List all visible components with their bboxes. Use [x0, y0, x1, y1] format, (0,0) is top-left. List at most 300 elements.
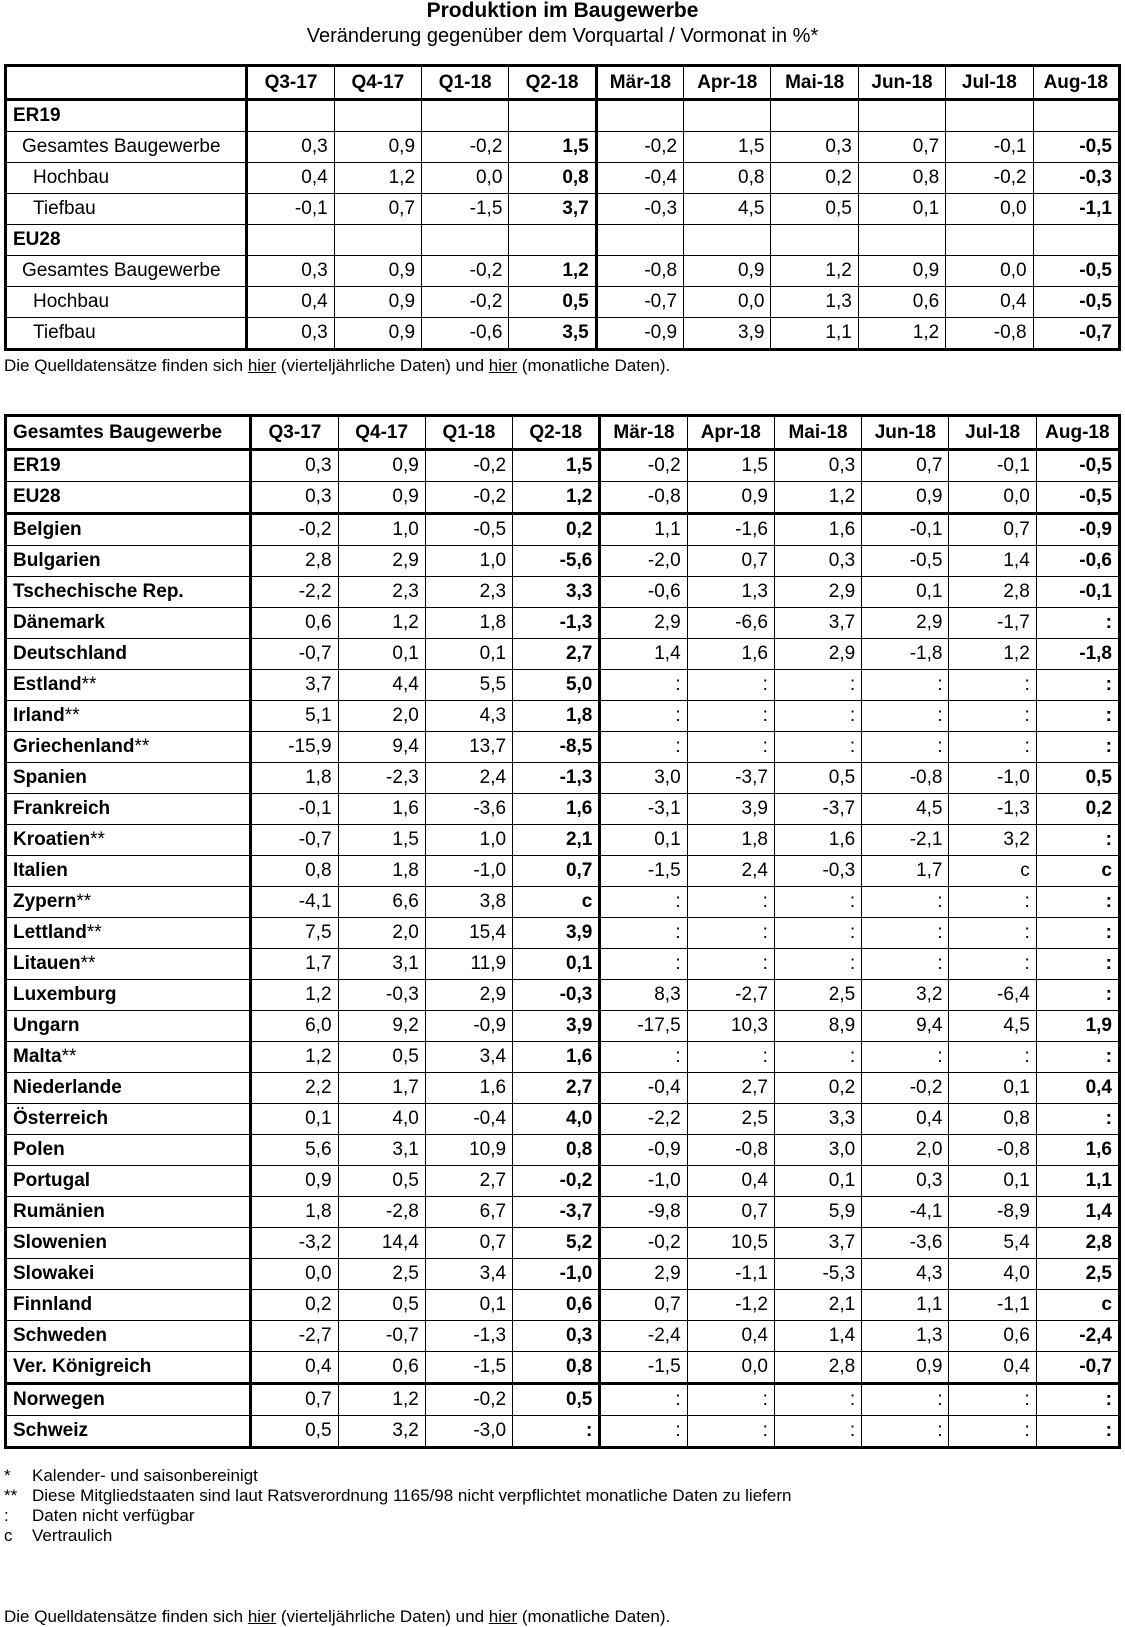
value-cell: c	[1036, 1290, 1119, 1321]
value-cell: -1,5	[600, 856, 687, 887]
value-cell: 4,0	[513, 1104, 600, 1135]
value-cell: 1,1	[600, 514, 687, 546]
value-cell: 0,9	[684, 256, 771, 287]
value-cell: 14,4	[338, 1228, 425, 1259]
footnote	[4, 1506, 195, 1526]
value-cell: c	[513, 887, 600, 918]
value-cell: -0,2	[422, 256, 509, 287]
value-cell: 5,0	[513, 670, 600, 701]
value-cell: 0,8	[858, 163, 945, 194]
value-cell: 1,8	[425, 608, 512, 639]
value-cell: 0,7	[687, 1197, 774, 1228]
value-cell: 1,6	[513, 1042, 600, 1073]
empty-cell	[596, 100, 683, 132]
column-header: Aug-18	[1033, 66, 1119, 100]
value-cell: 9,2	[338, 1011, 425, 1042]
value-cell: -1,0	[600, 1166, 687, 1197]
value-cell: 0,3	[251, 450, 338, 482]
column-header: Q4-17	[334, 66, 421, 100]
value-cell: 2,9	[600, 1259, 687, 1290]
header-label-cell: Gesamtes Baugewerbe	[6, 416, 251, 450]
value-cell: 1,2	[774, 482, 861, 514]
value-cell: -0,3	[774, 856, 861, 887]
value-cell: 0,6	[251, 608, 338, 639]
value-cell: 3,7	[251, 670, 338, 701]
value-cell: 10,5	[687, 1228, 774, 1259]
value-cell: 1,3	[687, 577, 774, 608]
country-row	[6, 1384, 1120, 1416]
value-cell: 0,5	[513, 1384, 600, 1416]
value-cell: 0,2	[771, 163, 858, 194]
country-label-cell	[6, 887, 251, 918]
country-label-cell	[6, 1352, 251, 1384]
country-name: Litauen	[13, 953, 81, 974]
value-cell: :	[949, 949, 1036, 980]
country-label-cell	[6, 1259, 251, 1290]
value-cell: :	[1036, 949, 1119, 980]
value-cell: 5,2	[513, 1228, 600, 1259]
value-cell: 2,9	[774, 577, 861, 608]
value-cell: -0,7	[1036, 1352, 1119, 1384]
column-header: Apr-18	[684, 66, 771, 100]
value-cell: -0,7	[596, 287, 683, 318]
value-cell: :	[862, 887, 949, 918]
value-cell: 2,8	[949, 577, 1036, 608]
country-label-cell	[6, 514, 251, 546]
footnote-text: Diese Mitgliedstaaten sind laut Ratsverordnung 1165/98 nicht verpflichtet monatliche Daten zu liefern	[32, 1486, 792, 1505]
column-header: Q1-18	[422, 66, 509, 100]
column-header: Q4-17	[338, 416, 425, 450]
value-cell: -0,8	[596, 256, 683, 287]
country-label-cell	[6, 1416, 251, 1448]
value-cell: 8,3	[600, 980, 687, 1011]
value-cell: 0,0	[422, 163, 509, 194]
value-cell: 1,4	[774, 1321, 861, 1352]
value-cell: 0,9	[858, 256, 945, 287]
value-cell: 2,8	[251, 546, 338, 577]
value-cell: 3,8	[425, 887, 512, 918]
table-header-row	[6, 416, 1120, 450]
country-name: Portugal	[13, 1170, 91, 1191]
value-cell: -0,8	[862, 763, 949, 794]
value-cell: 0,1	[513, 949, 600, 980]
value-cell: 2,7	[513, 1073, 600, 1104]
value-cell: 1,5	[684, 132, 771, 163]
value-cell: -0,8	[949, 1135, 1036, 1166]
country-label-cell	[6, 450, 251, 482]
value-cell: -3,7	[774, 794, 861, 825]
value-cell: 3,9	[684, 318, 771, 350]
value-cell: -0,9	[1036, 514, 1119, 546]
empty-cell	[1033, 100, 1119, 132]
value-cell: 1,2	[251, 980, 338, 1011]
monthly-data-link[interactable]: hier	[488, 1607, 518, 1626]
country-row	[6, 825, 1120, 856]
value-cell: -1,5	[425, 1352, 512, 1384]
quarterly-data-link[interactable]: hier	[247, 356, 277, 375]
country-label-cell	[6, 1197, 251, 1228]
value-cell: 3,3	[513, 577, 600, 608]
value-cell: 0,0	[946, 256, 1033, 287]
value-cell: -0,5	[1033, 287, 1119, 318]
value-cell: 0,9	[251, 1166, 338, 1197]
empty-cell	[247, 100, 334, 132]
value-cell: 2,9	[600, 608, 687, 639]
country-label-cell	[6, 1073, 251, 1104]
source-note: Die Quelldatensätze finden sich hier (vierteljährliche Daten) und hier (monatliche Daten).	[4, 356, 671, 375]
country-name: Norwegen	[13, 1389, 105, 1410]
value-cell: 0,2	[1036, 794, 1119, 825]
value-cell: -1,3	[425, 1321, 512, 1352]
value-cell: -0,5	[1036, 450, 1119, 482]
value-cell: :	[600, 1416, 687, 1448]
value-cell: 0,8	[949, 1104, 1036, 1135]
row-label: Hochbau	[6, 287, 247, 318]
value-cell: 0,3	[774, 546, 861, 577]
value-cell: 4,5	[949, 1011, 1036, 1042]
footnote-symbol: **	[4, 1486, 18, 1505]
country-name: Finnland	[13, 1294, 93, 1315]
value-cell: 0,3	[862, 1166, 949, 1197]
value-cell: :	[600, 670, 687, 701]
value-cell: :	[949, 1416, 1036, 1448]
country-label-cell	[6, 980, 251, 1011]
value-cell: :	[1036, 1104, 1119, 1135]
value-cell: 0,5	[338, 1166, 425, 1197]
value-cell: :	[862, 1416, 949, 1448]
value-cell: -3,7	[513, 1197, 600, 1228]
value-cell: :	[862, 1384, 949, 1416]
value-cell: c	[1036, 856, 1119, 887]
value-cell: 0,0	[949, 482, 1036, 514]
country-row	[6, 1352, 1120, 1384]
group-label: ER19	[6, 100, 247, 132]
country-row	[6, 1073, 1120, 1104]
value-cell: 2,1	[513, 825, 600, 856]
value-cell: -0,1	[949, 450, 1036, 482]
value-cell: -3,7	[687, 763, 774, 794]
value-cell: :	[774, 1042, 861, 1073]
value-cell: 1,2	[949, 639, 1036, 670]
value-cell: 0,6	[858, 287, 945, 318]
table-header-row	[6, 66, 1120, 100]
value-cell: :	[949, 701, 1036, 732]
value-cell: -0,5	[862, 546, 949, 577]
column-header: Jul-18	[946, 66, 1033, 100]
value-cell: 0,1	[251, 1104, 338, 1135]
value-cell: -2,0	[600, 546, 687, 577]
column-header: Mai-18	[774, 416, 861, 450]
country-label-cell	[6, 918, 251, 949]
empty-cell	[946, 100, 1033, 132]
value-cell: -2,2	[600, 1104, 687, 1135]
value-cell: 2,9	[774, 639, 861, 670]
value-cell: -2,2	[251, 577, 338, 608]
value-cell: 0,4	[1036, 1073, 1119, 1104]
value-cell: :	[1036, 670, 1119, 701]
value-cell: -0,5	[1033, 132, 1119, 163]
country-name: Spanien	[13, 767, 87, 788]
value-cell: 3,4	[425, 1259, 512, 1290]
value-cell: 5,6	[251, 1135, 338, 1166]
value-cell: 0,2	[513, 514, 600, 546]
value-cell: :	[862, 670, 949, 701]
country-row	[6, 1290, 1120, 1321]
value-cell: -0,2	[425, 482, 512, 514]
country-name: Dänemark	[13, 612, 105, 633]
value-cell: 1,3	[771, 287, 858, 318]
value-cell: 4,3	[862, 1259, 949, 1290]
value-cell: :	[687, 1384, 774, 1416]
value-cell: 0,7	[513, 856, 600, 887]
value-cell: :	[774, 732, 861, 763]
country-name: Lettland	[13, 922, 87, 943]
value-cell: :	[862, 701, 949, 732]
value-cell: -6,4	[949, 980, 1036, 1011]
value-cell: 1,5	[509, 132, 596, 163]
value-cell: :	[862, 918, 949, 949]
country-label-cell	[6, 608, 251, 639]
value-cell: 0,8	[684, 163, 771, 194]
value-cell: 2,5	[1036, 1259, 1119, 1290]
value-cell: -0,9	[425, 1011, 512, 1042]
empty-cell	[422, 225, 509, 256]
value-cell: 0,3	[771, 132, 858, 163]
value-cell: 5,4	[949, 1228, 1036, 1259]
value-cell: -1,5	[422, 194, 509, 225]
value-cell: 3,7	[509, 194, 596, 225]
footnote-marker: **	[61, 1046, 77, 1067]
value-cell: -3,6	[862, 1228, 949, 1259]
value-cell: 9,4	[862, 1011, 949, 1042]
value-cell: :	[862, 732, 949, 763]
country-row	[6, 1321, 1120, 1352]
value-cell: 5,5	[425, 670, 512, 701]
value-cell: 1,8	[251, 763, 338, 794]
column-header: Apr-18	[687, 416, 774, 450]
value-cell: 0,5	[338, 1290, 425, 1321]
value-cell: -2,4	[600, 1321, 687, 1352]
country-label-cell	[6, 1321, 251, 1352]
value-cell: :	[600, 732, 687, 763]
value-cell: :	[687, 1042, 774, 1073]
value-cell: :	[687, 918, 774, 949]
value-cell: c	[949, 856, 1036, 887]
value-cell: 2,4	[425, 763, 512, 794]
value-cell: -3,2	[251, 1228, 338, 1259]
value-cell: 0,1	[338, 639, 425, 670]
value-cell: -0,3	[596, 194, 683, 225]
value-cell: 4,0	[949, 1259, 1036, 1290]
country-row	[6, 1228, 1120, 1259]
country-row	[6, 856, 1120, 887]
country-row	[6, 1416, 1120, 1448]
country-label-cell	[6, 1011, 251, 1042]
value-cell: -0,9	[600, 1135, 687, 1166]
value-cell: -0,1	[247, 194, 334, 225]
value-cell: -1,8	[1036, 639, 1119, 670]
value-cell: 0,4	[862, 1104, 949, 1135]
value-cell: -0,6	[1036, 546, 1119, 577]
country-row	[6, 1166, 1120, 1197]
value-cell: 2,9	[338, 546, 425, 577]
value-cell: -0,4	[600, 1073, 687, 1104]
value-cell: -0,7	[338, 1321, 425, 1352]
country-name: Deutschland	[13, 643, 128, 664]
row-label: Tiefbau	[6, 194, 247, 225]
empty-cell	[509, 225, 596, 256]
value-cell: 4,4	[338, 670, 425, 701]
country-row	[6, 887, 1120, 918]
value-cell: 0,5	[509, 287, 596, 318]
value-cell: :	[1036, 701, 1119, 732]
document-subtitle: Veränderung gegenüber dem Vorquartal / Vormonat in %*	[306, 25, 819, 47]
empty-cell	[771, 100, 858, 132]
value-cell: 1,1	[1036, 1166, 1119, 1197]
header-label-cell	[6, 66, 247, 100]
value-cell: 7,5	[251, 918, 338, 949]
value-cell: -0,2	[422, 132, 509, 163]
value-cell: 2,5	[687, 1104, 774, 1135]
value-cell: 0,1	[862, 577, 949, 608]
value-cell: -0,8	[600, 482, 687, 514]
country-name: ER19	[13, 455, 61, 476]
value-cell: 1,7	[338, 1073, 425, 1104]
value-cell: 0,3	[247, 132, 334, 163]
value-cell: 0,0	[684, 287, 771, 318]
document-title: Produktion im Baugewerbe	[426, 0, 699, 22]
value-cell: 0,5	[1036, 763, 1119, 794]
value-cell: -0,2	[425, 450, 512, 482]
value-cell: -0,5	[425, 514, 512, 546]
value-cell: 2,2	[251, 1073, 338, 1104]
value-cell: 0,9	[862, 482, 949, 514]
value-cell: -5,6	[513, 546, 600, 577]
country-name: Bulgarien	[13, 550, 101, 571]
value-cell: -0,2	[946, 163, 1033, 194]
value-cell: 6,0	[251, 1011, 338, 1042]
empty-cell	[422, 100, 509, 132]
value-cell: 1,2	[771, 256, 858, 287]
value-cell: 5,9	[774, 1197, 861, 1228]
value-cell: 0,5	[251, 1416, 338, 1448]
value-cell: 0,9	[338, 450, 425, 482]
value-cell: 0,7	[858, 132, 945, 163]
value-cell: 1,1	[771, 318, 858, 350]
value-cell: 0,2	[774, 1073, 861, 1104]
country-row	[6, 949, 1120, 980]
country-name: Griechenland	[13, 736, 135, 757]
value-cell: -1,0	[949, 763, 1036, 794]
value-cell: -0,1	[862, 514, 949, 546]
value-cell: 3,0	[774, 1135, 861, 1166]
value-cell: :	[949, 670, 1036, 701]
country-label-cell	[6, 856, 251, 887]
country-row	[6, 546, 1120, 577]
value-cell: 1,1	[862, 1290, 949, 1321]
empty-cell	[509, 100, 596, 132]
value-cell: -2,8	[338, 1197, 425, 1228]
value-cell: -1,7	[949, 608, 1036, 639]
value-cell: 0,7	[425, 1228, 512, 1259]
value-cell: 0,5	[338, 1042, 425, 1073]
value-cell: :	[774, 1384, 861, 1416]
value-cell: 1,5	[687, 450, 774, 482]
value-cell: 1,4	[949, 546, 1036, 577]
value-cell: 0,7	[251, 1384, 338, 1416]
value-cell: -0,5	[1036, 482, 1119, 514]
empty-cell	[596, 225, 683, 256]
value-cell: :	[774, 949, 861, 980]
value-cell: 0,9	[334, 318, 421, 350]
value-cell: 0,8	[251, 856, 338, 887]
monthly-data-link[interactable]: hier	[488, 356, 518, 375]
value-cell: 0,4	[949, 1352, 1036, 1384]
value-cell: 0,0	[251, 1259, 338, 1290]
value-cell: -5,3	[774, 1259, 861, 1290]
value-cell: 0,1	[425, 639, 512, 670]
quarterly-data-link[interactable]: hier	[247, 1607, 277, 1626]
value-cell: -1,8	[862, 639, 949, 670]
value-cell: :	[687, 732, 774, 763]
value-cell: -1,3	[513, 763, 600, 794]
empty-cell	[858, 100, 945, 132]
value-cell: -0,2	[251, 514, 338, 546]
value-cell: 1,8	[513, 701, 600, 732]
country-row	[6, 1011, 1120, 1042]
value-cell: :	[687, 701, 774, 732]
column-header: Aug-18	[1036, 416, 1119, 450]
value-cell: -8,5	[513, 732, 600, 763]
country-name: Polen	[13, 1139, 65, 1160]
value-cell: 10,3	[687, 1011, 774, 1042]
country-name: Zypern	[13, 891, 77, 912]
value-cell: 0,9	[334, 256, 421, 287]
value-cell: 3,9	[687, 794, 774, 825]
footnote	[4, 1466, 258, 1486]
value-cell: 0,4	[687, 1166, 774, 1197]
value-cell: -4,1	[862, 1197, 949, 1228]
value-cell: :	[600, 887, 687, 918]
value-cell: -0,1	[1036, 577, 1119, 608]
country-label-cell	[6, 732, 251, 763]
value-cell: 0,3	[247, 318, 334, 350]
value-cell: 0,3	[247, 256, 334, 287]
country-row	[6, 732, 1120, 763]
value-cell: 0,1	[774, 1166, 861, 1197]
country-label-cell	[6, 1228, 251, 1259]
value-cell: 0,3	[774, 450, 861, 482]
value-cell: 2,0	[338, 918, 425, 949]
value-cell: 2,0	[862, 1135, 949, 1166]
country-table	[4, 414, 1121, 1449]
value-cell: :	[600, 701, 687, 732]
value-cell: 0,4	[251, 1352, 338, 1384]
value-cell: 3,1	[338, 949, 425, 980]
value-cell: :	[949, 1384, 1036, 1416]
country-row	[6, 639, 1120, 670]
empty-cell	[684, 225, 771, 256]
country-row	[6, 670, 1120, 701]
value-cell: 2,7	[425, 1166, 512, 1197]
value-cell: 3,0	[600, 763, 687, 794]
value-cell: :	[774, 918, 861, 949]
value-cell: 1,0	[425, 825, 512, 856]
value-cell: 3,3	[774, 1104, 861, 1135]
value-cell: :	[862, 949, 949, 980]
table-row	[6, 163, 1120, 194]
footnote-marker: **	[64, 705, 80, 726]
